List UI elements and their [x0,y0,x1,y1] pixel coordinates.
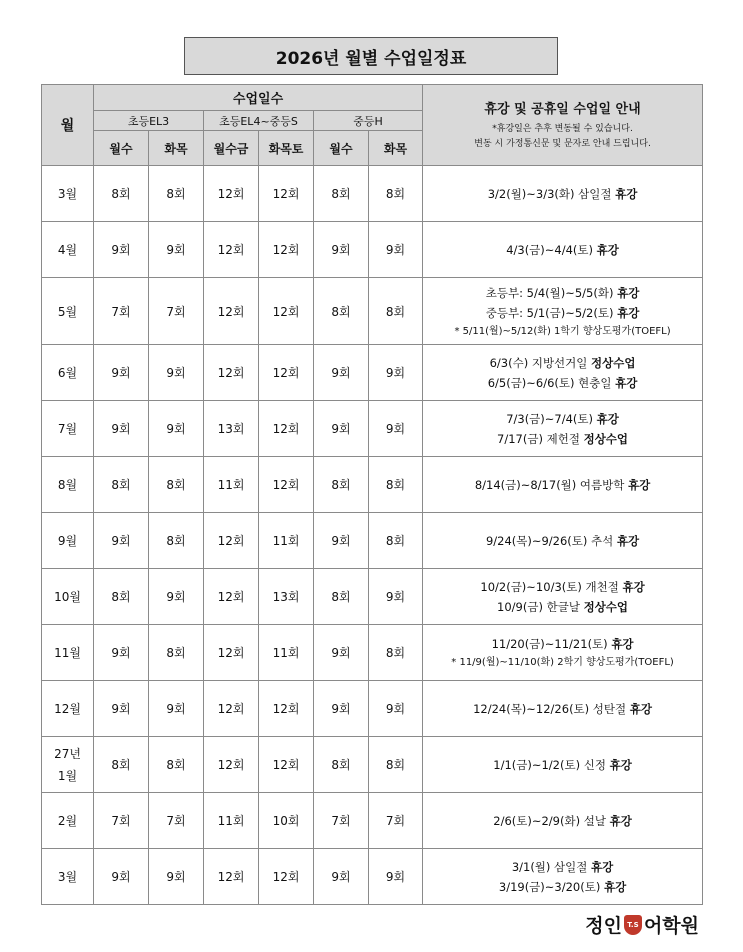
count-cell: 11회 [204,793,259,849]
note-line [423,755,702,775]
note-status: 휴강 [622,579,645,594]
count-cell: 9회 [149,569,204,625]
month-cell [42,345,94,401]
note-line [423,409,702,429]
count-cell: 11회 [204,457,259,513]
table-row [42,793,703,849]
count-cell: 8회 [369,625,423,681]
month-cell [42,278,94,345]
note-line [423,283,702,303]
note-text: * 11/9(월)~11/10(화) 2학기 향상도평가(TOEFL) [451,657,674,668]
count-cell: 9회 [314,849,369,905]
table-row [42,401,703,457]
month-label: 6월 [57,366,78,380]
header-track-el4: 초등EL4~중등S [204,111,314,131]
note-text: * 5/11(월)~5/12(화) 1학기 향상도평가(TOEFL) [454,325,671,337]
count-cell: 7회 [314,793,369,849]
table-row [42,222,703,278]
month-label: 7월 [57,422,78,436]
count-cell: 8회 [314,166,369,222]
note-text: 4/3(금)~4/4(토) [506,242,597,257]
month-label: 27년 [54,746,81,761]
month-cell [42,222,94,278]
note-status: 휴강 [617,305,640,320]
note-status: 정상수업 [583,599,629,614]
table-row [42,681,703,737]
month-cell [42,737,94,793]
count-cell: 9회 [369,849,423,905]
count-cell: 11회 [259,513,314,569]
month-cell [42,625,94,681]
month-label: 9월 [57,534,78,548]
note-cell [423,849,703,905]
count-cell: 9회 [94,681,149,737]
note-cell [423,166,703,222]
count-cell: 12회 [204,625,259,681]
table-row [42,625,703,681]
month-label: 2월 [57,814,78,828]
note-status: 휴강 [616,533,640,548]
count-cell: 12회 [204,513,259,569]
note-text: 3/1(월) 삼일절 [511,859,592,874]
note-text: 10/2(금)~10/3(토) 개천절 [480,579,623,594]
count-cell: 9회 [94,345,149,401]
note-cell [423,737,703,793]
header-track-el3: 초등EL3 [94,111,204,131]
month-cell [42,849,94,905]
note-cell [423,793,703,849]
count-cell: 9회 [314,513,369,569]
count-cell: 8회 [314,737,369,793]
note-line [423,373,702,393]
note-text: 중등부: 5/1(금)~5/2(토) [485,305,618,320]
month-label: 3월 [57,870,78,884]
count-cell: 8회 [149,737,204,793]
count-cell: 7회 [369,793,423,849]
note-status: 휴강 [617,285,640,300]
count-cell: 12회 [259,737,314,793]
table-row [42,737,703,793]
count-cell: 12회 [204,849,259,905]
count-cell: 12회 [259,401,314,457]
count-cell: 8회 [369,457,423,513]
note-status: 휴강 [629,701,653,716]
table-row [42,457,703,513]
note-status: 휴강 [609,813,632,828]
month-cell [42,513,94,569]
note-status: 휴강 [591,859,614,874]
count-cell: 9회 [314,401,369,457]
note-cell [423,681,703,737]
note-text: 8/14(금)~8/17(월) 여름방학 [474,477,629,492]
count-cell: 9회 [149,401,204,457]
note-line [423,429,702,449]
table-row [42,849,703,905]
count-cell: 9회 [369,401,423,457]
note-status: 정상수업 [591,355,636,370]
count-cell: 8회 [314,278,369,345]
note-text: 3/2(월)~3/3(화) 삼일절 [487,186,616,201]
note-status: 휴강 [628,477,651,492]
note-text: 10/9(금) 한글날 [497,599,584,614]
month-label: 10월 [54,590,81,604]
note-line [423,353,702,373]
count-cell: 9회 [149,345,204,401]
count-cell: 12회 [259,345,314,401]
note-text: 초등부: 5/4(월)~5/5(화) [485,285,618,300]
count-cell: 7회 [149,278,204,345]
count-cell: 8회 [149,513,204,569]
header-day: 월수 [314,131,369,166]
count-cell: 9회 [369,345,423,401]
note-text: 7/3(금)~7/4(토) [506,411,597,426]
note-text: 9/24(목)~9/26(토) 추석 [485,533,617,548]
count-cell: 9회 [94,625,149,681]
month-cell [42,681,94,737]
count-cell: 11회 [259,625,314,681]
count-cell: 8회 [94,569,149,625]
header-track-h: 중등H [314,111,423,131]
note-status: 휴강 [596,411,619,426]
count-cell: 12회 [204,681,259,737]
note-cell [423,222,703,278]
header-day: 화목 [369,131,423,166]
note-line [423,531,702,551]
count-cell: 10회 [259,793,314,849]
month-label: 4월 [57,243,78,257]
note-line [423,303,702,323]
count-cell: 9회 [94,222,149,278]
table-row [42,569,703,625]
note-line [423,240,702,260]
note-text: 7/17(금) 제헌절 [497,431,584,446]
count-cell: 12회 [259,222,314,278]
count-cell: 7회 [94,278,149,345]
header-month: 월 [42,85,94,166]
note-status: 휴강 [596,242,619,257]
table-row [42,345,703,401]
count-cell: 8회 [149,166,204,222]
count-cell: 12회 [259,457,314,513]
count-cell: 12회 [259,681,314,737]
count-cell: 12회 [204,737,259,793]
count-cell: 9회 [149,681,204,737]
count-cell: 8회 [94,166,149,222]
count-cell: 12회 [204,569,259,625]
month-cell [42,457,94,513]
month-label: 12월 [54,702,81,716]
note-line [423,634,702,654]
header-note-sub2: 변동 시 가정통신문 및 문자로 안내 드립니다. [474,139,651,149]
note-line [423,323,702,340]
note-text: 11/20(금)~11/21(토) [491,637,612,651]
count-cell: 8회 [369,166,423,222]
month-cell [42,401,94,457]
month-label: 5월 [57,304,78,319]
month-label: 8월 [57,478,78,492]
count-cell: 7회 [149,793,204,849]
logo-text-right: 어학원 [643,915,699,937]
schedule-table [41,84,703,905]
note-status: 휴강 [611,637,634,651]
note-line [423,654,702,671]
count-cell: 12회 [259,278,314,345]
header-note-sub1: *휴강일은 추후 변동될 수 있습니다. [492,124,633,134]
count-cell: 9회 [369,222,423,278]
count-cell: 9회 [149,849,204,905]
note-text: 3/19(금)~3/20(토) [498,879,604,894]
table-row [42,166,703,222]
note-cell [423,278,703,345]
note-text: 2/6(토)~2/9(화) 설날 [493,813,610,828]
month-cell [42,166,94,222]
header-notes [423,85,703,166]
note-text: 12/24(목)~12/26(토) 성탄절 [473,701,630,716]
note-status: 휴강 [603,879,627,894]
note-cell [423,569,703,625]
note-status: 정상수업 [583,431,629,446]
count-cell: 12회 [204,166,259,222]
header-day: 월수금 [204,131,259,166]
header-day: 화목토 [259,131,314,166]
month-cell [42,793,94,849]
month-cell [42,569,94,625]
count-cell: 8회 [369,737,423,793]
count-cell: 9회 [149,222,204,278]
note-line [423,577,702,597]
note-line [423,184,702,204]
note-cell [423,401,703,457]
note-line [423,699,702,719]
page-title: 2026년 월별 수업일정표 [184,37,558,75]
note-text: 6/3(수) 지방선거일 [489,355,592,370]
note-text: 1/1(금)~1/2(토) 신정 [493,757,610,772]
count-cell: 9회 [314,222,369,278]
logo-text-left: 정인 [585,915,622,937]
month-label: 1월 [57,768,78,783]
note-line [423,597,702,617]
note-text: 6/5(금)~6/6(토) 현충일 [487,375,616,390]
note-status: 휴강 [615,186,638,201]
count-cell: 8회 [369,278,423,345]
logo-seal-icon: T.S [624,915,642,935]
table-row [42,513,703,569]
count-cell: 9회 [314,625,369,681]
count-cell: 8회 [94,457,149,513]
count-cell: 9회 [94,849,149,905]
count-cell: 9회 [94,513,149,569]
header-day: 화목 [149,131,204,166]
header-note-title: 휴강 및 공휴일 수업일 안내 [484,102,641,117]
academy-logo [585,911,699,938]
count-cell: 9회 [314,681,369,737]
count-cell: 12회 [259,166,314,222]
count-cell: 8회 [149,457,204,513]
note-cell [423,345,703,401]
count-cell: 8회 [314,457,369,513]
note-line [423,475,702,495]
header-class-days: 수업일수 [94,85,423,111]
count-cell: 8회 [369,513,423,569]
note-cell [423,513,703,569]
count-cell: 9회 [369,569,423,625]
count-cell: 7회 [94,793,149,849]
count-cell: 9회 [314,345,369,401]
count-cell: 9회 [369,681,423,737]
count-cell: 13회 [259,569,314,625]
count-cell: 12회 [259,849,314,905]
count-cell: 12회 [204,222,259,278]
note-line [423,877,702,897]
count-cell: 8회 [94,737,149,793]
month-label: 3월 [57,187,78,201]
count-cell: 13회 [204,401,259,457]
count-cell: 8회 [149,625,204,681]
note-status: 휴강 [615,375,638,390]
header-day: 월수 [94,131,149,166]
count-cell: 8회 [314,569,369,625]
note-status: 휴강 [609,757,632,772]
note-cell [423,457,703,513]
note-cell [423,625,703,681]
count-cell: 12회 [204,278,259,345]
table-row [42,278,703,345]
note-line [423,857,702,877]
note-line [423,811,702,831]
month-label: 11월 [54,646,81,660]
count-cell: 12회 [204,345,259,401]
count-cell: 9회 [94,401,149,457]
